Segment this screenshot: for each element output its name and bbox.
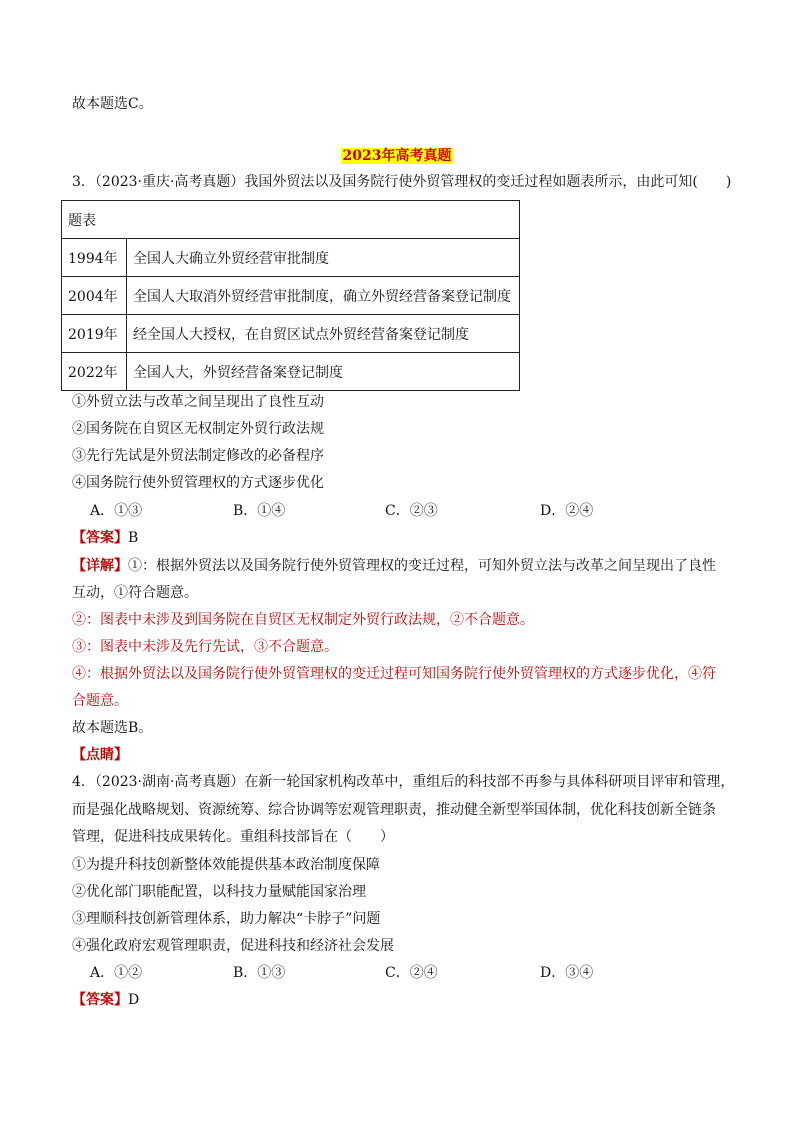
table-row <box>62 239 520 277</box>
q3-detail-2: ②：图表中未涉及到国务院在自贸区无权制定外贸行政法规，②不合题意。 <box>72 612 534 628</box>
q3-detail-1a <box>72 556 716 576</box>
table-text: 全国人大，外贸经营备案登记制度 <box>127 353 520 391</box>
q3-detail-3: ③：图表中未涉及先行先试，③不合题意。 <box>72 639 338 655</box>
table-row <box>62 353 520 391</box>
answer-label: 【答案】 <box>72 530 128 546</box>
q3-statement: ③先行先试是外贸法制定修改的必备程序 <box>72 448 324 464</box>
detail-label: 【详解】 <box>72 558 128 574</box>
table-text: 经全国人大授权，在自贸区试点外贸经营备案登记制度 <box>127 315 520 353</box>
section-title <box>0 146 794 166</box>
q4-options <box>90 963 593 983</box>
q3-answer <box>72 528 138 548</box>
table-text: 全国人大确立外贸经营审批制度 <box>127 239 520 277</box>
table-year: 2004年 <box>62 277 127 315</box>
table-row <box>62 315 520 353</box>
q3-table-caption: 题表 <box>62 201 520 239</box>
detail-text: ①：根据外贸法以及国务院行使外贸管理权的变迁过程，可知外贸立法与改革之间呈现出了良性 <box>128 558 716 574</box>
section-title-text: 2023年高考真题 <box>342 148 452 164</box>
q3-options <box>90 501 593 521</box>
option-d: D．③④ <box>540 965 594 981</box>
q4-stem-2: 而是强化战略规划、资源统筹、综合协调等宏观管理职责，推动健全新型举国体制，优化科技创新全链条 <box>72 802 716 818</box>
answer-label: 【答案】 <box>72 992 128 1008</box>
q3-statement: ④国务院行使外贸管理权的方式逐步优化 <box>72 475 324 491</box>
option-b: B．①③ <box>233 965 286 981</box>
q4-statement: ③理顺科技创新管理体系，助力解决“卡脖子”问题 <box>72 911 381 927</box>
table-text: 全国人大取消外贸经营审批制度，确立外贸经营备案登记制度 <box>127 277 520 315</box>
q4-stem-3: 管理，促进科技成果转化。重组科技部旨在（ ） <box>72 829 394 845</box>
q3-comment-label: 【点睛】 <box>72 747 128 763</box>
q3-detail-4b: 合题意。 <box>72 693 128 709</box>
q3-statement: ①外贸立法与改革之间呈现出了良性互动 <box>72 394 324 410</box>
q3-detail-1b: 互动，①符合题意。 <box>72 585 198 601</box>
table-year: 1994年 <box>62 239 127 277</box>
option-d: D．②④ <box>540 503 594 519</box>
option-a: A．①③ <box>90 503 143 519</box>
q4-statement: ④强化政府宏观管理职责，促进科技和经济社会发展 <box>72 938 394 954</box>
q3-statement: ②国务院在自贸区无权制定外贸行政法规 <box>72 421 324 437</box>
q3-stem: 3．（2023·重庆·高考真题）我国外贸法以及国务院行使外贸管理权的变迁过程如题表所示，由此可知( ) <box>72 174 732 190</box>
option-c: C．②③ <box>385 503 438 519</box>
table-year: 2022年 <box>62 353 127 391</box>
q3-table <box>61 200 520 391</box>
q4-stem-1: 4．（2023·湖南·高考真题）在新一轮国家机构改革中，重组后的科技部不再参与具体科研项目评审和管理， <box>72 774 735 790</box>
q4-answer <box>72 990 139 1010</box>
q4-statement: ②优化部门职能配置，以科技力量赋能国家治理 <box>72 884 366 900</box>
table-row <box>62 277 520 315</box>
previous-conclusion: 故本题选C。 <box>72 96 153 112</box>
option-c: C．②④ <box>385 965 438 981</box>
answer-value: D <box>128 992 140 1008</box>
answer-value: B <box>128 530 139 546</box>
q3-detail-4a: ④：根据外贸法以及国务院行使外贸管理权的变迁过程可知国务院行使外贸管理权的方式逐步优化，④符 <box>72 666 716 682</box>
option-a: A．①② <box>90 965 143 981</box>
q3-conclusion: 故本题选B。 <box>72 720 153 736</box>
q4-statement: ①为提升科技创新整体效能提供基本政治制度保障 <box>72 857 380 873</box>
option-b: B．①④ <box>233 503 286 519</box>
table-year: 2019年 <box>62 315 127 353</box>
